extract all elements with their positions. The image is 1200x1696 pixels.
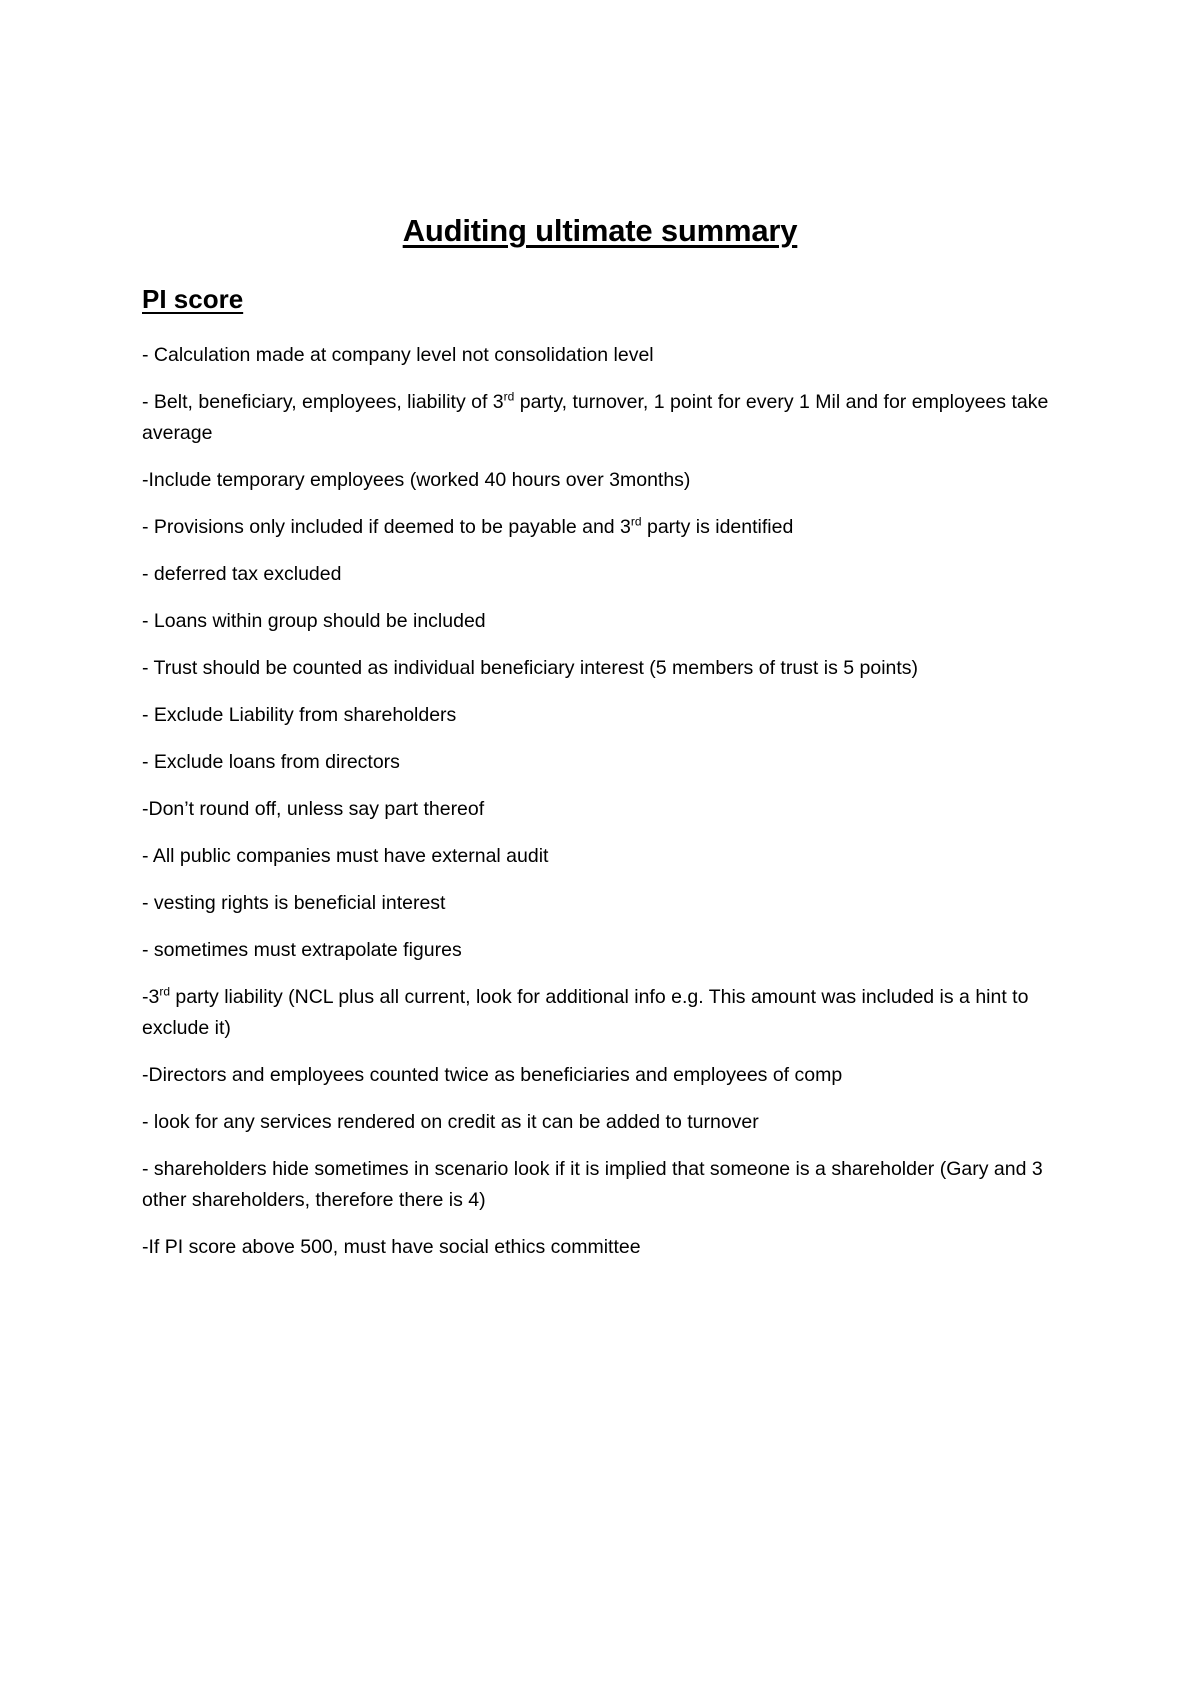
- note-item: [142, 935, 1062, 966]
- note-text: - Exclude Liability from shareholders: [142, 704, 457, 726]
- note-superscript: rd: [503, 389, 515, 404]
- note-item: [142, 982, 1062, 1044]
- note-item: [142, 841, 1062, 872]
- note-text: -Include temporary employees (worked 40 hours over 3months): [142, 469, 691, 491]
- note-item: [142, 653, 1062, 684]
- pi-score-notes: [142, 340, 1062, 1279]
- note-item: [142, 888, 1062, 919]
- note-text: - deferred tax excluded: [142, 563, 342, 585]
- note-text: - Provisions only included if deemed to be payable and 3: [142, 516, 631, 538]
- note-text: - Exclude loans from directors: [142, 751, 400, 773]
- note-text: -3: [142, 986, 160, 1008]
- note-text: - vesting rights is beneficial interest: [142, 892, 446, 914]
- note-superscript: rd: [159, 984, 171, 999]
- note-item: [142, 340, 1062, 371]
- note-item: [142, 606, 1062, 637]
- note-text: party, turnover, 1 point for every 1 Mil and for employees take average: [142, 391, 1049, 444]
- note-item: [142, 700, 1062, 731]
- note-item: [142, 512, 1062, 543]
- note-item: [142, 465, 1062, 496]
- note-item: [142, 1232, 1062, 1263]
- note-text: - Calculation made at company level not consolidation level: [142, 344, 654, 366]
- note-text: - Loans within group should be included: [142, 610, 486, 632]
- note-item: [142, 559, 1062, 590]
- note-item: [142, 747, 1062, 778]
- note-text: - shareholders hide sometimes in scenario look if it is implied that someone is a shareholder (Gary and 3 other shareholders, therefore there is 4): [142, 1158, 1043, 1211]
- note-item: [142, 1154, 1062, 1216]
- note-text: - Belt, beneficiary, employees, liability of 3: [142, 391, 504, 413]
- document-title: Auditing ultimate summary: [402, 213, 798, 248]
- note-item: [142, 794, 1062, 825]
- note-text: party is identified: [641, 516, 794, 538]
- note-text: - sometimes must extrapolate figures: [142, 939, 462, 961]
- note-text: -Don’t round off, unless say part thereof: [142, 798, 485, 820]
- note-item: [142, 387, 1062, 449]
- note-text: - Trust should be counted as individual beneficiary interest (5 members of trust is 5 points): [142, 657, 919, 679]
- section-heading-pi-score: PI score: [142, 284, 244, 314]
- note-text: -If PI score above 500, must have social ethics committee: [142, 1236, 641, 1258]
- note-item: [142, 1107, 1062, 1138]
- note-text: -Directors and employees counted twice as beneficiaries and employees of comp: [142, 1064, 843, 1086]
- note-text: party liability (NCL plus all current, look for additional info e.g. This amount was included is a hint to exclude it): [142, 986, 1029, 1039]
- note-text: - All public companies must have external audit: [142, 845, 549, 867]
- note-text: - look for any services rendered on credit as it can be added to turnover: [142, 1111, 759, 1133]
- note-item: [142, 1060, 1062, 1091]
- note-superscript: rd: [630, 514, 642, 529]
